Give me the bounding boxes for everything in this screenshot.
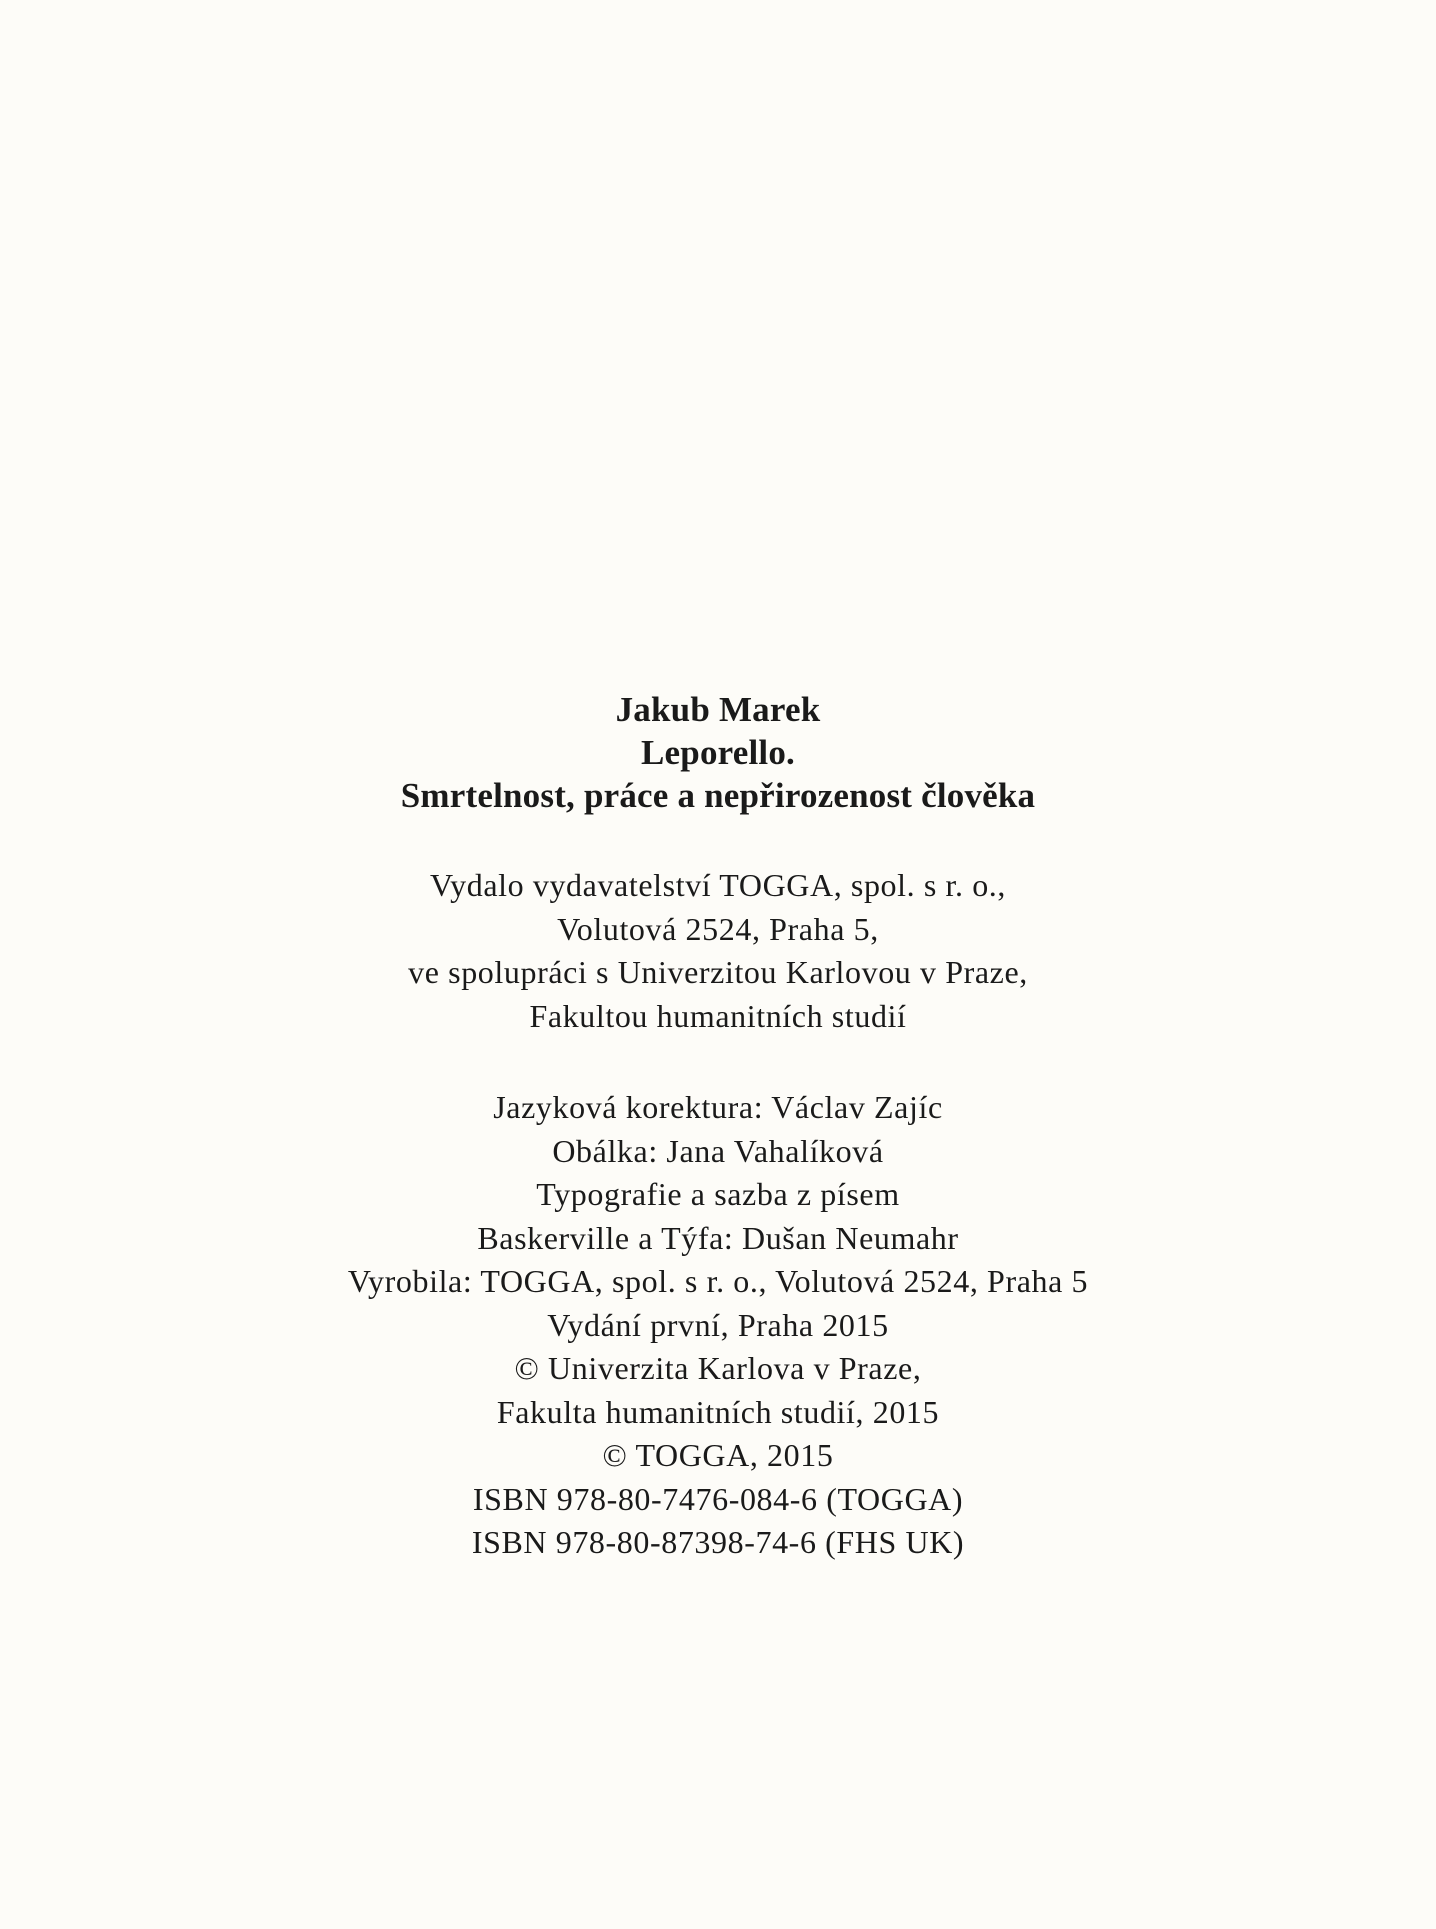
cover-credit: Obálka: Jana Vahalíková (552, 1132, 884, 1169)
author-name: Jakub Marek (615, 690, 821, 729)
edition-info: Vydání první, Praha 2015 (547, 1306, 889, 1343)
publisher-line: Volutová 2524, Praha 5, (557, 910, 879, 947)
publisher-block (0, 864, 1436, 1038)
title-block (0, 688, 1436, 817)
typography-credit-fonts: Baskerville a Týfa: Dušan Neumahr (477, 1219, 959, 1256)
publisher-line: Vydalo vydavatelství TOGGA, spol. s r. o., (430, 867, 1006, 903)
credits-block (0, 1086, 1436, 1565)
book-title: Leporello. (641, 733, 795, 772)
copyright-university: © Univerzita Karlova v Praze, (514, 1350, 922, 1386)
isbn-fhs: ISBN 978-80-87398-74-6 (FHS UK) (471, 1524, 965, 1560)
copyright-faculty: Fakulta humanitních studií, 2015 (496, 1393, 940, 1430)
proofreading-credit: Jazyková korektura: Václav Zajíc (493, 1089, 943, 1125)
book-subtitle: Smrtelnost, práce a nepřirozenost člověka (400, 776, 1036, 815)
typography-credit: Typografie a sazba z písem (536, 1176, 900, 1212)
publisher-line: Fakultou humanitních studií (529, 997, 907, 1034)
copyright-publisher: © TOGGA, 2015 (602, 1437, 834, 1473)
production-credit: Vyrobila: TOGGA, spol. s r. o., Volutová 2524, Praha 5 (347, 1263, 1089, 1299)
isbn-togga: ISBN 978-80-7476-084-6 (TOGGA) (472, 1480, 964, 1517)
publisher-line: ve spolupráci s Univerzitou Karlovou v Praze, (408, 954, 1028, 990)
